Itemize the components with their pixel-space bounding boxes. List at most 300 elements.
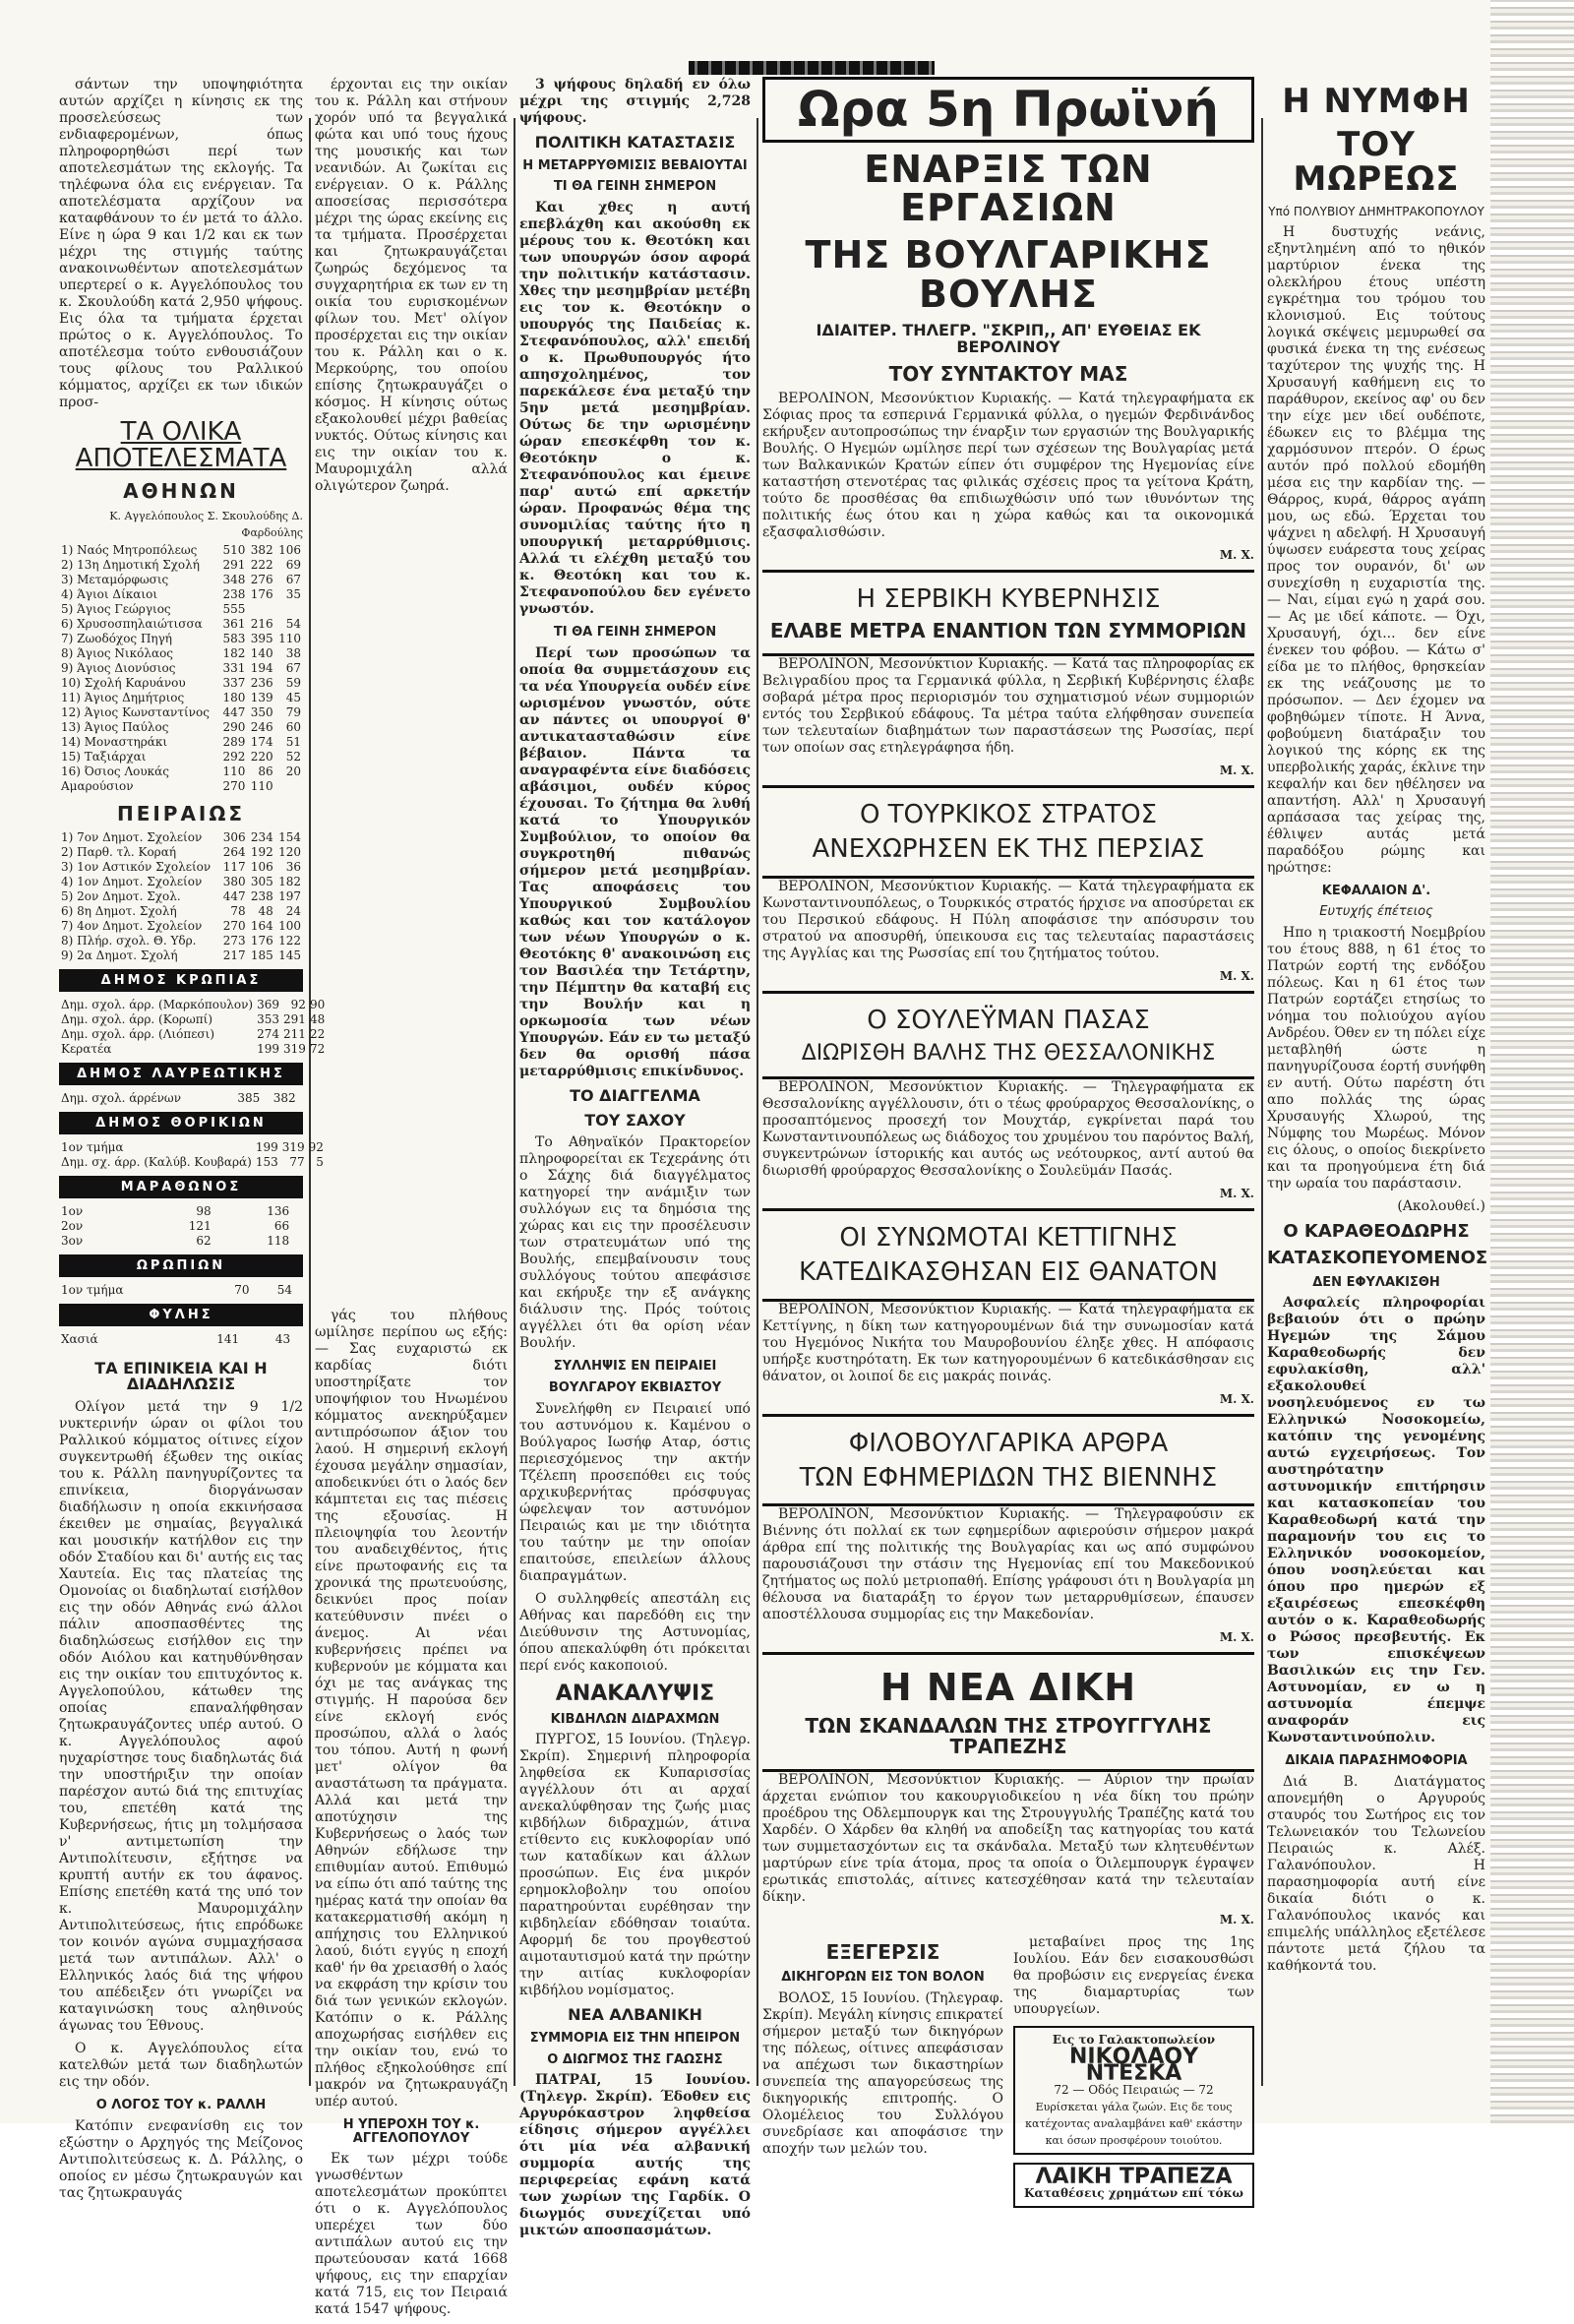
column-rule — [514, 118, 515, 2086]
table-row — [59, 617, 303, 632]
kast-title2: ΚΑΤΕΔΙΚΑΣΘΗΣΑΝ ΕΙΣ ΘΑΝΑΤΟΝ — [799, 1257, 1218, 1288]
table-cell-votes: 361 — [222, 616, 246, 631]
pol-title1: ΠΟΛΙΤΙΚΗ ΚΑΤΑΣΤΑΣΙΣ — [534, 133, 736, 152]
table-row — [59, 587, 303, 602]
athens-title: ΑΘΗΝΩΝ — [123, 478, 239, 503]
alb-title2: ΣΥΜΜΟΡΙΑ ΕΙΣ ΤΗΝ ΗΠΕΙΡΟΝ — [529, 2031, 741, 2047]
fyli-title: ΦΥΛΗΣ — [59, 1304, 303, 1326]
table-row — [59, 904, 303, 919]
table-cell-votes: 270 — [222, 918, 246, 933]
ad1-line3: Ευρίσκεται γάλα ζωών. Εις δε τους κατέχοντας αναλαμβάνει καθ' εκάστην και όσων προσφέρουν τοιούτου. — [1025, 2101, 1242, 2148]
table-row — [59, 875, 303, 889]
table-row — [59, 1332, 303, 1347]
fil-title1: ΦΙΛΟΒΟΥΛΓΑΡΙΚΑ ΑΡΘΡΑ — [848, 1428, 1169, 1458]
piraeus-table — [59, 830, 303, 963]
thor-title: ΔΗΜΟΣ ΘΟΡΙΚΙΩΝ — [59, 1112, 303, 1134]
table-cell-votes: 380 — [222, 874, 246, 888]
table-cell-votes: 153 — [255, 1154, 278, 1169]
table-row — [59, 750, 303, 764]
table-cell-place: 3ον — [61, 1233, 84, 1248]
table-cell-votes: 220 — [250, 749, 273, 764]
turk-title1: Ο ΤΟΥΡΚΙΚΟΣ ΣΤΡΑΤΟΣ — [859, 799, 1158, 829]
table-cell-votes: 331 — [222, 660, 246, 675]
turk-text: ΒΕΡΟΛΙΝΟΝ, Μεσονύκτιον Κυριακής. — Κατά τηλεγραφήματα εκ Κωνσταντινουπόλεως, ο Τουρκικός στρατός ήρχισε να αποσύρεται εκ του Περσικού εδάφους. Η Πύλη αποφάσισε την απόσυρσιν του στρατού να αποσυρθή, ύπεικουσα εις τας τελευταίας παραστάσεις της Αγγλίας και της Ρωσσίας επί του ζητήματος τούτου. — [762, 878, 1254, 961]
piraeus-title: ΠΕΙΡΑΙΩΣ — [116, 801, 246, 826]
table-row — [59, 845, 303, 860]
table-cell-votes: 139 — [250, 690, 273, 704]
ad2-name: ΛΑΙΚΗ ΤΡΑΠΕΖΑ — [1035, 2165, 1233, 2190]
table-row — [59, 1155, 326, 1170]
signature: Μ. Χ. — [1219, 547, 1254, 562]
table-cell-place: 2) Παρθ. τλ. Κοραή — [61, 844, 177, 859]
table-cell-votes: 238 — [250, 888, 273, 903]
table-cell-votes: 246 — [250, 719, 273, 734]
table-cell-votes: 121 — [188, 1218, 212, 1233]
sul-section — [762, 991, 1254, 1079]
table-cell-place: Δημ. σχολ. άρρ. (Λιόπεσι) — [61, 1026, 215, 1041]
table-cell-votes: 211 — [283, 1026, 306, 1041]
sul-title1: Ο ΣΟΥΛΕΫΜΑΝ ΠΑΣΑΣ — [867, 1005, 1150, 1035]
table-cell-votes: 120 — [278, 844, 301, 859]
table-cell-votes: 176 — [250, 933, 273, 948]
table-row — [59, 735, 303, 750]
ad1-line2: 72 — Οδός Πειραιώς — 72 — [1054, 2083, 1214, 2098]
epinikia-title: ΤΑ ΕΠΙΝΙΚΕΙΑ ΚΑΙ Η ΔΙΑΔΗΛΩΣΙΣ — [94, 1358, 268, 1394]
table-row — [59, 919, 303, 934]
pol-title2: Η ΜΕΤΑΡΡΥΘΜΙΣΙΣ ΒΕΒΑΙΟΥΤΑΙ — [522, 157, 748, 173]
table-cell-votes: 305 — [250, 874, 273, 888]
table-cell-votes: 98 — [196, 1203, 212, 1218]
table-row — [59, 1219, 303, 1234]
serv-text: ΒΕΡΟΛΙΝΟΝ, Μεσονύκτιον Κυριακής. — Κατά τας πληροφορίας εκ Βελιγραδίου προς τα Γερμανικά φύλλα, η Σερβική Κυβέρνησις έλαβε σοβαρά μέτρα προς περιορισμόν του σχηματισμού νέων συμμοριών εντός του Σερβικού εδάφους. Τα μέτρα ταύτα ελήφθησαν συνεπεία των τελευταίων διαβημάτων των παραστάσεων της Ρωσσίας, περί των οποίων σας ετηλεγράφησα ήδη. — [762, 655, 1254, 756]
table-cell-place: 8) Πλήρ. σχολ. Θ. Υδρ. — [61, 933, 197, 948]
oropos-title: ΩΡΩΠΙΩΝ — [59, 1254, 303, 1277]
table-row — [59, 646, 303, 661]
table-cell-votes: 555 — [222, 601, 246, 616]
table-cell-votes: 122 — [278, 933, 301, 948]
sul-text: ΒΕΡΟΛΙΝΟΝ, Μεσονύκτιον Κυριακής. — Τηλεγραφήματα εκ Θεσσαλονίκης αγγέλλουσιν, ότι ο τέως φρούραρχος Θεσσαλονίκης, ο προσαπτόμενος προσεχή τον Μουχτάρ, εγκρίνεται παρά του Κωνσταντινουπόλεως ως διάδοχος του χρυμένου του παρόντος Βαλή, συγκεντρώνων ίστορικής και αυτός ως νεότουρκος, αντί αυτού θα διωρισθή φρούραρχος Θεσσαλονίκης ο Σουλεϋμάν Πασάς. — [762, 1078, 1254, 1179]
table-cell-place: 9) 2α Δημοτ. Σχολή — [61, 948, 178, 962]
table-cell-votes: 174 — [250, 734, 273, 749]
table-cell-votes: 274 — [257, 1026, 280, 1041]
fil-title2: ΤΩΝ ΕΦΗΜΕΡΙΔΩΝ ΤΗΣ ΒΙΕΝΝΗΣ — [799, 1462, 1218, 1493]
column-4 — [762, 77, 1254, 2216]
table-row — [59, 764, 303, 779]
table-cell-votes: 369 — [257, 997, 280, 1011]
table-cell-place: 2) 13η Δημοτική Σχολή — [61, 557, 200, 572]
kast-section — [762, 1208, 1254, 1302]
table-cell-votes: 222 — [250, 557, 273, 572]
eks-section — [762, 1934, 1003, 2216]
serv-title2: ΕΛΑΒΕ ΜΕΤΡΑ ΕΝΑΝΤΙΟΝ ΤΩΝ ΣΥΜΜΟΡΙΩΝ — [769, 618, 1247, 642]
table-cell-place: 7) Ζωοδόχος Πηγή — [61, 631, 172, 645]
signature: Μ. Χ. — [1219, 1630, 1254, 1645]
pol-title3: ΤΙ ΘΑ ΓΕΙΝΗ ΣΗΜΕΡΟΝ — [553, 179, 717, 195]
dik2-title: ΔΙΚΑΙΑ ΠΑΡΑΣΗΜΟΦΟΡΙΑ — [1285, 1753, 1468, 1769]
table-cell-votes: 583 — [222, 631, 246, 645]
table-cell-votes: 66 — [273, 1218, 290, 1233]
table-cell-place: Δημ. σχολ. άρρ. (Μαρκόπουλον) — [61, 997, 254, 1011]
table-cell-votes: 217 — [222, 948, 246, 962]
ad-dairy — [1013, 2026, 1254, 2155]
table-cell-votes: 86 — [258, 764, 273, 778]
table-cell-votes: 447 — [222, 704, 246, 719]
table-cell-votes: 447 — [222, 888, 246, 903]
table-cell-votes: 180 — [222, 690, 246, 704]
table-cell-votes: 291 — [283, 1011, 306, 1026]
table-cell-votes — [294, 1283, 303, 1298]
table-cell-votes: 382 — [272, 1090, 296, 1105]
kar-title1: Ο ΚΑΡΑΘΕΟΔΩΡΗΣ — [1283, 1220, 1470, 1242]
table-cell-place: 6) 8η Δημοτ. Σχολή — [61, 903, 177, 918]
table-row — [59, 602, 303, 617]
table-cell-votes: 35 — [285, 586, 301, 601]
col3-top: 3 ψήφους δηλαδή εν όλω μέχρι της στιγμής 2,728 ψήφους. — [519, 77, 751, 126]
main-title4: ΤΟΥ ΣΥΝΤΑΚΤΟΥ ΜΑΣ — [888, 361, 1128, 386]
signature: Μ. Χ. — [1219, 1391, 1254, 1406]
signature: Μ. Χ. — [1219, 1186, 1254, 1200]
table-cell-place: 1ον τμήμα — [61, 1139, 124, 1154]
signature: Μ. Χ. — [1219, 763, 1254, 777]
table-cell-votes: 348 — [222, 572, 246, 586]
col2-epinikia-text: γάς του πλήθους ωμίλησε περίπου ως εξής: — Σας ευχαριστώ εκ καρδίας διότι υποστηρίξατε τον υποψήφιον του Ηνωμένου κόμματος ανεκηρύξαμεν αντιπρόσωπον άξιον του λαού. Η σημερινή εκλογή έχουσα μεγάλην σημασίαν, αποδεικνύει ότι ο λαός δεν κάμπτεται εις τας πιέσεις της εξουσίας. Η πλειοψηφία του λεοντήν του αναδειχθέντος, ήτις είνε πρωτοφανής εις τα χρονικά της πρωτευούσης, δεικνύει προς ποίαν κατεύθυνσιν πνέει ο άνεμος. Αι νέαι κυβερνήσεις πρέπει να κυβερνούν με κόμματα και όχι με τας ανάγκας της στιγμής. Η παρούσα δεν είνε εκλογή ενός προσώπου, αλλά ο λαός του τόπου. Αυτή η φωνή μετ' ολίγον θα αναστάτωση τα πράγματα. Αλλά και μετά την αποτύχησιν της Κυβερνήσεως ο λαός των Αθηνών εδήλωσε την επιθυμίαν αυτού. Επιθυμώ να είπω ότι από ταύτης της ημέρας κατά την οποίαν θα κατακερματισθή ακόμη η απήχησις του Ελληνικού λαού, διότι εγγύς η εποχή καθ' ήν θα χρειασθή ο λαός να εκφράση την κρίσιν του διά των γενικών εκλογών. Κατόπιν ο κ. Ράλλης αποχωρήσας εισήλθεν εις την οικίαν του, ενώ το πλήθος εξηκολούθησε επί μακρόν να ζητωκραυγάζη υπέρ αυτού. — [315, 1308, 508, 2110]
table-cell-votes: 289 — [222, 734, 246, 749]
table-row — [59, 1027, 327, 1042]
table-cell-votes: 100 — [278, 918, 301, 933]
dik2-text: Διά Β. Διατάγματος απονεμήθη ο Αργυρούς σταυρός του Σωτήρος εις τον Τελωνειακόν του Τελωνείου Πειραιώς κ. Αλέξ. Γαλανόπουλον. Η παρασημοφορία αυτή είνε δικαία διότι ο κ. Γαλανόπουλος ικανός και επιμελής υπάλληλος εξετέλεσε πάντοτε μετά ζήλου τα καθήκοντά του. — [1267, 1774, 1485, 1974]
bottom-row — [762, 1934, 1254, 2216]
alb-title1: ΝΕΑ ΑΛΒΑΝΙΚΗ — [568, 2005, 702, 2025]
table-cell-votes: 72 — [309, 1041, 326, 1056]
table-cell-votes — [275, 602, 303, 617]
table-cell-votes: 291 — [222, 557, 246, 572]
table-cell-votes: 92 — [290, 997, 306, 1011]
table-row — [59, 676, 303, 691]
signature: Μ. Χ. — [1219, 1913, 1254, 1927]
table-cell-votes: 319 — [281, 1139, 305, 1154]
table-cell-place: 11) Άγιος Δημήτριος — [61, 690, 185, 704]
table-cell-votes: 118 — [267, 1233, 290, 1248]
table-cell-place: 8) Άγιος Νικόλαος — [61, 645, 174, 660]
table-cell-votes: 79 — [285, 704, 301, 719]
table-cell-place: 1) Ναός Μητροπόλεως — [61, 542, 198, 557]
table-cell-votes: 385 — [237, 1090, 261, 1105]
angel-text: Εκ των μέχρι τούδε γνωσθέντων αποτελεσμάτων προκύπτει ότι ο κ. Αγγελόπουλος υπερέχει των δύο αντιπάλων αυτού εις την πρωτεύουσαν κατά 1668 ψήφους, εις την επαρχίαν κατά 715, εις τον Πειραιά κατά 1547 ψήφους. — [315, 2151, 508, 2318]
eks-text2: μεταβαίνει προς της 1ης Ιουλίου. Εάν δεν εισακουσθώσι θα προβώσιν εις ενεργείας ένεκα της διαμαρτυρίας των υπουργείων. — [1013, 1934, 1254, 2018]
table-cell-votes: 77 — [289, 1154, 305, 1169]
table-cell-place: 14) Μοναστηράκι — [61, 734, 168, 749]
table-row — [59, 779, 303, 794]
table-cell-votes: 106 — [250, 859, 273, 874]
table-cell-votes: 45 — [285, 690, 301, 704]
table-cell-place: 2ον — [61, 1218, 84, 1233]
pol-text: Και χθες η αυτή επεβλάχθη και ακούσθη εκ μέρους του κ. Θεοτόκη και των υπουργών όσον αφορά την πολιτικήν κατάστασιν. Χθες την μεσημβρίαν μετέβη εις τον κ. Θεοτόκην ο υπουργός της Παιδείας κ. Στεφανόπουλος, αλλ' επειδή ο κ. Πρωθυπουργός ήτο απησχολημένος, τον παρεκάλεσε ένα μεταξύ την 5ην μετά μεσημβρίαν. Ούτως δε την ωρισμένην ώραν επεσκέφθη τον κ. Θεοτόκην ο κ. Στεφανόπουλος και έμεινε παρ' αυτώ επί αρκετήν ώραν. Προφανώς θέμα της συνομιλίας ταύτης ήτο η υπουργική μεταρρύθμισις. Αλλά τι ελέχθη μεταξύ του κ. Θεοτόκη και του κ. Στεφανοπούλου δεν εγένετο γνωστόν. — [519, 200, 751, 618]
table-cell-votes: 90 — [309, 997, 326, 1011]
table-cell-votes: 117 — [222, 859, 246, 874]
table-cell-votes: 270 — [222, 778, 246, 793]
anak-text: ΠΥΡΓΟΣ, 15 Ιουνίου. (Τηλεγρ. Σκρίπ). Σημερινή πληροφορία ληφθείσα εκ Κυπαρισσίας αγγέλλουν ότι αι αρχαί ανεκαλύφθησαν της ζωής μιας κιβδήλων διδραχμών, άτινα ετίθεντο εις κυκλοφορίαν υπό των καταδίκων και άλλων προσώπων. Εις ένα μικρόν ερημοκλοβολην του οποίου παρατηρούνται ευρέθησαν την κιβδηλείαν εδόθησαν τοιαύτα. Αφορμή δε του προγθεστού αιμοταυτισμού κατά την πρώτην την αιτίας κυκλοφορίαν κιβδήλου νομίσματος. — [519, 1732, 751, 1999]
table-cell-votes: 54 — [276, 1282, 292, 1297]
table-cell-votes: 110 — [222, 764, 246, 778]
table-cell-place: 7) 4ον Δημοτ. Σχολείον — [61, 918, 203, 933]
table-cell-votes — [275, 779, 303, 794]
turk-section — [762, 785, 1254, 879]
sax-text: Το Αθηναϊκόν Πρακτορείον πληροφορείται εκ Τεχεράνης ότι ο Σάχης διά διαγγέλματος κατηγορεί την ανάμιξιν των συλλόγων εις τα δημόσια της χώρας και εις την προσέλευσιν των στρατευμάτων υπό της Βουλής, επεμβαίνουσιν τους συλλόγους τούτου απεφάσισε και εκήρυξε την εξ ανάγκης διάλυσιν της. Πρός τούτοις αγγέλλει ότι θα ορίση νέαν Βουλήν. — [519, 1134, 751, 1352]
main-title2: ΤΗΣ ΒΟΥΛΓΑΡΙΚΗΣ ΒΟΥΛΗΣ — [805, 233, 1212, 317]
table-cell-votes: 106 — [278, 542, 301, 557]
kef-title2: Ευτυχής έπέτειος — [1319, 904, 1433, 920]
table-cell-votes — [291, 1234, 303, 1249]
table-cell-place: Δημ. σχ. άρρ. (Καλύβ. Κουβαρά) — [61, 1154, 252, 1169]
table-cell-place: Αμαρούσιον — [61, 778, 134, 793]
column-2-spacer — [315, 501, 508, 1308]
table-row — [59, 691, 303, 705]
alb-title3: Ο ΔΙΩΓΜΟΣ ΤΗΣ ΓΑΩΣΗΣ — [547, 2051, 723, 2067]
table-row — [59, 889, 303, 904]
table-row — [59, 948, 303, 963]
alb-text: ΠΑΤΡΑΙ, 15 Ιουνίου. (Τηλεγρ. Σκρίπ). Έδοθεν εις Αργυρόκαστρον ληφθείσα είδησις σήμερον αγγέλλει ότι μία νέα αλβανική συμμορία αυτής της περιφερείας εφάνη κατά των χωρίων της Γαρδίκ. Ο διωγμός συνεχίζεται υπό μικτών αποσπασμάτων. — [519, 2072, 751, 2239]
column-3 — [519, 77, 751, 2245]
oropos-table — [59, 1283, 303, 1298]
kast-text: ΒΕΡΟΛΙΝΟΝ, Μεσονύκτιον Κυριακής. — Κατά τηλεγραφήματα εκ Κεττίγνης, η δίκη των κατηγορουμένων διά την συνωμοσίαν κατά του Ηγεμόνος Νικήτα του Μαυροβουνίου έληξε χθες. Η απόφασις υπήρξε κυστηρότατη. Εκ των κατηγορουμένων 6 κατεδικάσθησαν εις θάνατον, οι λοιποί δε εις μακράς ποινάς. — [762, 1301, 1254, 1384]
table-cell-votes: 319 — [283, 1041, 306, 1056]
table-cell-place: Χασιά — [61, 1331, 98, 1346]
results-title: ΤΑ ΟΛΙΚΑ ΑΠΟΤΕΛΕΣΜΑΤΑ — [75, 417, 287, 474]
table-cell-place: 1) 7ον Δημοτ. Σχολείον — [61, 829, 203, 844]
table-row — [59, 934, 303, 948]
table-cell-votes: 141 — [216, 1331, 240, 1346]
epinikia-text2: Ο κ. Αγγελόπουλος είτα κατελθών μετά των διαδηλωτών εις την οδόν. — [59, 2041, 303, 2091]
table-cell-place: 3) Μεταμόρφωσις — [61, 572, 169, 586]
table-cell-votes — [291, 1204, 303, 1219]
main-title3: ΙΔΙΑΙΤΕΡ. ΤΗΛΕΓΡ. "ΣΚΡΙΠ,, ΑΠ' ΕΥΘΕΙΑΣ ΕΚ ΒΕΡΟΛΙΝΟΥ — [816, 321, 1201, 356]
table-cell-votes: 78 — [230, 903, 246, 918]
table-cell-votes: 54 — [285, 616, 301, 631]
table-cell-place: 6) Χρυσοσπηλαιώτισσα — [61, 616, 203, 631]
table-cell-votes: 5 — [316, 1154, 324, 1169]
table-cell-votes: 62 — [196, 1233, 212, 1248]
table-cell-votes: 59 — [285, 675, 301, 690]
lavr-table — [59, 1091, 303, 1106]
table-cell-place: 1ον — [61, 1203, 84, 1218]
marathon-title: ΜΑΡΑΘΩΝΟΣ — [59, 1176, 303, 1198]
ad2-line: Καταθέσεις χρημάτων επί τόκω — [1024, 2186, 1243, 2201]
table-cell-votes: 22 — [309, 1026, 326, 1041]
ti-title: ΤΙ ΘΑ ΓΕΙΝΗ ΣΗΜΕΡΟΝ — [553, 625, 717, 641]
kef-text: Ηπο η τριακοστή Νοεμβρίου του έτους 888, η 61 έτος το Πατρών εορτή της ενδόξου πόλεως. Και η 61 έτος των Πατρών εορτάζει ετησίως το νόημα του πολιούχου αγίου Ανδρέου. Όθεν εν τη πόλει είχε μεταβληθή ώστε η πανηγυρίζουσα έορτή συνήφθη εν αυτή. Ούτω παρέστη ότι απο πολλάς της ώρας Χρυσαυγής Χλωρού, της Νύμφης του Μωρέως. Μόνον εις όλους, ο οποίος διεκρίνετο και τα προηγούμενα έτη διά την ωραία του παράστασιν. — [1267, 924, 1485, 1192]
nymfi-author: Υπό ΠΟΛΥΒΙΟΥ ΔΗΜΗΤΡΑΚΟΠΟΥΛΟΥ — [1268, 205, 1484, 219]
table-cell-votes: 199 — [255, 1139, 278, 1154]
table-cell-votes: 350 — [250, 704, 273, 719]
table-cell-votes: 197 — [278, 888, 301, 903]
table-cell-votes: 216 — [250, 616, 273, 631]
table-cell-votes: 36 — [285, 859, 301, 874]
dogos-title: Ο ΛΟΓΟΣ ΤΟΥ κ. ΡΑΛΛΗ — [95, 2098, 267, 2113]
page-edge-scan — [1490, 0, 1574, 2123]
table-cell-place: 5) Άγιος Γεώργιος — [61, 601, 171, 616]
table-cell-votes: 69 — [285, 557, 301, 572]
table-cell-votes: 67 — [285, 572, 301, 586]
table-cell-votes: 67 — [285, 660, 301, 675]
dik-title2: ΤΩΝ ΣΚΑΝΔΑΛΩΝ ΤΗΣ ΣΤΡΟΥΓΓΥΛΗΣ ΤΡΑΠΕΖΗΣ — [805, 1714, 1212, 1759]
table-cell-votes — [298, 1091, 303, 1106]
angel-title: Η ΥΠΕΡΟΧΗ ΤΟΥ κ. ΑΓΓΕΛΟΠΟΥΛΟΥ — [342, 2117, 480, 2146]
table-cell-votes: 353 — [257, 1011, 280, 1026]
table-row — [59, 1283, 303, 1298]
table-cell-votes: 110 — [250, 778, 273, 793]
main-title1: ΕΝΑΡΞΙΣ ΤΩΝ ΕΡΓΑΣΙΩΝ — [864, 147, 1153, 230]
fyli-table — [59, 1332, 303, 1347]
table-cell-votes: 164 — [250, 918, 273, 933]
table-cell-place: 15) Ταξιάρχαι — [61, 749, 147, 764]
table-cell-votes: 154 — [278, 829, 301, 844]
table-cell-place: 5) 2ον Δημοτ. Σχολ. — [61, 888, 181, 903]
table-row — [59, 830, 303, 845]
syll-text: Συνελήφθη εν Πειραιεί υπό του αστυνόμου κ. Καμένου ο Βούλγαρος Ιωσήφ Αταρ, όστις περιεσχόμενος την ακτήν Τζέλεπη προσεπόθει εις τούς αρχικυβερνήτας πρόσφυγας ώφελεψαν τον αστυνόμον Πειραιώς και με την ιδιότητα του ταύτην με την οποίαν επαιτούσε, επειλείων άλλους διαπραγμάτων. — [519, 1400, 751, 1584]
table-cell-votes: 182 — [278, 874, 301, 888]
table-cell-votes: 510 — [222, 542, 246, 557]
ti-text: Περί των προσώπων τα οποία θα συμμετάσχουν εις τα νέα Υπουργεία ουδέν είνε ωρισμένον γνωστόν, ούτε αν πάντες οι υπουργοί θ' αντικατασταθώσιν είνε βέβαιον. Πάντα τα αναγραφέντα είνε διαδόσεις αβάσιμοι, ουδέν κύρος έχουσαι. Το ζήτημα θα λυθή κατά το Υπουργικόν Συμβούλιον, το οποίον θα συγκροτηθή πιθανώς σήμερον μετά μεσημβρίαν. Τας αποφάσεις του Υπουργικού Συμβουλίου καθώς και τον κατάλογον των νέων Υπουργών ο κ. Θεοτόκης θ' ανακοινώση εις τον Βασιλέα την Τετάρτην, την Πέμπτην θα καταβή εις την Βουλήν και η ορκωμοσία των νέων Υπουργών. Εάν εν τω μεταξύ δεν θα ορισθή πάσα μεταρρύθμισις επικίνδυνος. — [519, 644, 751, 1079]
eks-title2: ΔΙΚΗΓΟΡΩΝ ΕΙΣ ΤΟΝ ΒΟΛΟΝ — [781, 1970, 985, 1986]
nymfi-title1: Η ΝΥΜΦΗ — [1282, 82, 1471, 121]
marathon-table — [59, 1204, 303, 1249]
eks-text: ΒΟΛΟΣ, 15 Ιουνίου. (Τηλεγραφ. Σκρίπ). Μεγάλη κίνησις επικρατεί σήμερον μεταξύ των δικηγόρων της πόλεως, οίτινες απεφάσισαν να απέχωσι των δικαστηρίων συνεπεία της απαγορεύσεως της δικηγορικής επιτροπής. Ο Ολομέλειος του Συλλόγου συνεδρίασε και αποφάσισε την αποχήν των μελών του. — [762, 1989, 1003, 2157]
table-row — [59, 1012, 327, 1027]
table-cell-votes: 110 — [278, 631, 301, 645]
ad-bank — [1013, 2163, 1254, 2208]
table-row — [59, 558, 303, 573]
table-cell-votes: 234 — [250, 829, 273, 844]
table-cell-votes: 192 — [250, 844, 273, 859]
syll-title1: ΣΥΛΛΗΨΙΣ ΕΝ ΠΕΙΡΑΙΕΙ — [553, 1359, 717, 1375]
lavr-title: ΔΗΜΟΣ ΛΑΥΡΕΩΤΙΚΗΣ — [59, 1063, 303, 1085]
table-row — [59, 705, 303, 720]
column-rule — [309, 118, 311, 2086]
dik-section — [762, 1652, 1254, 1772]
table-cell-votes: 70 — [234, 1282, 250, 1297]
table-cell-votes: 43 — [274, 1331, 291, 1346]
kar-title2: ΚΑΤΑΣΚΟΠΕΥΟΜΕΝΟΣ — [1267, 1247, 1488, 1268]
kropia-table — [59, 998, 327, 1057]
ad1-name: ΝΙΚΟΛΑΟΥ ΝΤΕΣΚΑ — [1068, 2045, 1199, 2087]
anak-title1: ΑΝΑΚΑΛΥΨΙΣ — [555, 1681, 715, 1706]
table-cell-place: 13) Άγιος Παύλος — [61, 719, 169, 734]
table-cell-place: Δημ. σχολ. άρρένων — [61, 1090, 182, 1105]
ad1-line1: Εις το Γαλακτοπωλείον — [1052, 2033, 1216, 2048]
nymfi-text: Η δυστυχής νεάνις, εξηντλημένη από το ηθικόν μαρτύριον ένεκα της ολεκλήρου έτους υπέστη εγκρέτημα του τρόμου του κλονισμού. Εις τούτους λογικά σκέψεις μεμυρωθεί σα φυσικά ένεκα τη της ενέσεως ταχύτερον της ψυχής της. Η Χρυσαυγή καθήμενη εις το παράθυρον, εκείνος αφ' ου δεν την είχε μεν ιδεί ουδέποτε, έδωκεν εις το βλέμμα της χαρμόσυνον πτερόν. Ο έρως αυτόν πρό πολλού εδομήθη μέσα εις την καρδίαν της. — Θάρρος, κυρά, θάρρος αγάπη μου, ως εδώ. Έρχεται του ψάχνει η αδελφή. Η Χρυσαυγή ύψωσεν ευάρεστα τους χείρας προς τον ουρανόν, δι' ων συνεχίσθη η ευχαριστία της. — Ναι, είμαι εγώ η χαρά σου. — Ας με ιδεί κάποτε. — Όχι, Χρυσαυγή, όχι... δεν είνε ένεκεν του φόβου. — Κάτω σ' είδα με το πλήθος, θρησκείαν εκ της νεάζουσης με το πρόσωπον. — Δεν έχομεν να φοβηθώμεν τίποτε. Η Άννα, φοβούμενη διατάραξιν του λογικού της κόρης εκ της υπερβολικής χαράς, έκλινε την κεφαλήν και δεν ηθέλησεν να απαντήση. Αλλ' η Χρυσαυγή αρπάσασα τας χείρας της, έθλιψεν αυτάς μετά παραδόξου ρώμης και ηρώτησε: — [1267, 223, 1485, 876]
column-1 — [59, 77, 326, 2208]
table-cell-votes: 140 — [250, 645, 273, 660]
syll-text2: Ο συλληφθείς απεστάλη εις Αθήνας και παρεδόθη εις την Διεύθυνσιν της Αστυνομίας, όπου απεκαλύφθη ότι πρόκειται περί ενός κακοποιού. — [519, 1590, 751, 1674]
table-row — [59, 998, 327, 1012]
table-cell-votes: 48 — [258, 903, 273, 918]
serv-section — [762, 570, 1254, 656]
table-cell-votes: 136 — [267, 1203, 290, 1218]
table-cell-votes: 337 — [222, 675, 246, 690]
kar-text: Ασφαλείς πληροφορίαι βεβαιούν ότι ο πρώην Ηγεμών της Σάμου Καραθεοδωρής δεν εφυλακίσθη, αλλ' εξακολουθεί νοσηλευόμενος εν τω Ελληνικώ Νοσοκομείω, κατόπιν της γενομένης αυτώ εγχειρήσεως. Τον αυστηρότατην αστυνομικήν επιτήρησιν και κατασκοπείαν του Καραθεοδωρή κατά την παραμονήν του εις το Ελληνικόν νοσοκομείον, όπου νοσηλεύεται και όπου προ ημερών εξ εξαιρέσεως επεσκέφθη αυτόν ο κ. Καραθεοδωρής ο Ρώσος πρεσβευτής. Εκ των επισκέψεων Βασιλικών εις την Γεν. Αστυνομίαν, εν ω η αστυνομία έπεμψε αναφοράν εις Κωνσταντινούπολιν. — [1267, 1295, 1485, 1746]
column-5 — [1267, 77, 1488, 1981]
thor-table — [59, 1140, 326, 1170]
table-cell-votes: 182 — [222, 645, 246, 660]
kropia-title: ΔΗΜΟΣ ΚΡΩΠΙΑΣ — [59, 969, 303, 992]
nymfi-title2: ΤΟΥ ΜΩΡΕΩΣ — [1293, 124, 1460, 200]
table-cell-votes: 20 — [285, 764, 301, 778]
fil-section — [762, 1414, 1254, 1507]
table-cell-votes: 92 — [308, 1139, 324, 1154]
table-cell-votes: 395 — [250, 631, 273, 645]
signature: Μ. Χ. — [1219, 968, 1254, 983]
table-row — [59, 661, 303, 676]
table-cell-votes: 273 — [222, 933, 246, 948]
table-row — [59, 1042, 327, 1057]
table-cell-votes: 292 — [222, 749, 246, 764]
eks-title1: ΕΞΕΓΕΡΣΙΣ — [825, 1940, 940, 1965]
table-row — [59, 720, 303, 735]
table-cell-place: Κερατέα — [61, 1041, 112, 1056]
table-cell-votes — [291, 1219, 303, 1234]
table-cell-votes — [292, 1332, 303, 1347]
table-cell-votes: 194 — [250, 660, 273, 675]
table-cell-votes: 176 — [250, 586, 273, 601]
fil-text: ΒΕΡΟΛΙΝΟΝ, Μεσονύκτιον Κυριακής. — Τηλεγραφούσιν εκ Βιέννης ότι πολλαί εκ των εφημερίδων αφιερούσιν σήμερον μακρά άρθρα επί της πολιτικής της Βουλγαρίας και ως από συμφώνου παρουσιάζουσι την στάσιν της Ηγεμονίας επί του Μακεδονικού ζητήματος ως πολύ μετριοπαθή. Επίσης γράφουσι ότι η Βουλγαρία μη θέλουσα να διαταράξη το έργον των μεταρρυθμίσεων, έπαυσεν αποστέλλουσα συμμορίας εις την Μακεδονίαν. — [762, 1506, 1254, 1623]
table-cell-votes: 264 — [222, 844, 246, 859]
table-cell-votes: 38 — [285, 645, 301, 660]
kar-title3: ΔΕΝ ΕΦΥΛΑΚΙΣΘΗ — [1312, 1274, 1440, 1290]
column-rule — [757, 118, 758, 2086]
table-cell-place: 9) Άγιος Διονύσιος — [61, 660, 176, 675]
syll-title2: ΒΟΥΛΓΑΡΟΥ ΕΚΒΙΑΣΤΟΥ — [548, 1379, 722, 1395]
table-cell-place: 4) 1ον Δημοτ. Σχολείον — [61, 874, 203, 888]
table-row — [59, 1140, 326, 1155]
table-cell-place: 3) 1ον Αστικόν Σχολείον — [61, 859, 212, 874]
kef-title1: ΚΕΦΑΛΑΙΟΝ Δ'. — [1321, 883, 1431, 898]
dik-text: ΒΕΡΟΛΙΝΟΝ, Μεσονύκτιον Κυριακής. — Αύριον την πρωίαν άρχεται ενώπιον του κακουργιοδικείου η νέα δίκη του πρώην προέδρου της Οδλεμπουργκ και της Στρουγγυλής Τραπέζης κατά του Χαρδέν. Ο Χάρδεν θα κληθή να αποδείξη τας κατηγορίας του κατά των συμμετασχόντων εις τα σκάνδαλα. Μεταξύ των κλητευθέντων μαρτύρων είνε τρία άτομα, προς τα οποία ο Όιλεμπουργκ έγραψεν ερωτικάς επιστολάς, αίτινες κατεσχέθησαν κατά την τελευταίαν δίκην. — [762, 1772, 1254, 1906]
serv-title1: Η ΣΕΡΒΙΚΗ ΚΥΒΕΡΝΗΣΙΣ — [856, 583, 1161, 614]
table-row — [59, 1234, 303, 1249]
table-cell-votes: 238 — [222, 586, 246, 601]
epinikia-text: Ολίγον μετά την 9 1/2 νυκτερινήν ώραν οι φίλοι του Ραλλικού κόμματος οίτινες είχον συγκεντρωθή έξωθεν της οικίας του κ. Ράλλη πανηγυρίζοντες τα επινίκεια, διοργάνωσαν διαδήλωσιν η οποία εκκινήσασα έκειθεν με σημαίας, βεγγαλικά και μουσικήν κατήλθον εις την οδόν Σταδίου και δι' αυτής εις τας Χαυτεία. Εις τας πλατείας της Ομονοίας οι διαδηλωταί εισήλθον εις την οδόν Αθηνάς ενώ άλλοι πάλιν αποσπασθέντες της διαδηλώσεως εισήλθον εις την οδόν Αιόλου και κατηυθύνθησαν εις την οικίαν του επιτυχόντος κ. Αγγελοπούλου, κάτωθεν της οποίας επαναλήφθησαν ζητωκραυγάζοντες υπέρ αυτού. Ο κ. Αγγελόπουλος αφού ηυχαρίστησε τους διαδηλωτάς διά την υποστήριξιν την οποίαν παρέσχον αυτώ διά της επιτυχίας του, επετέθη κατά της Κυβερνήσεως, ήτις μη τολμήσασα ν' αντιμετωπίση την Αντιπολίτευσιν, εξήτησε να κρυπτή αυτήν εκ του άφανος. Επίσης επετέθη κατά της υπό τον κ. Μαυρομιχάλην Αντιπολιτεύσεως, ήτις επρόδωκε τον κοινόν αγώνα συμμαχήσασα μετά των αντιπάλων. Αλλ' ο Ελληνικός λαός διά της ψήφου του απέδειξεν ότι γνωρίζει να καταγινώσκη τους αληθινούς άγωνας του Έθνους. — [59, 1399, 303, 2035]
table-row — [59, 573, 303, 587]
table-row — [59, 860, 303, 875]
table-cell-votes: 24 — [285, 903, 301, 918]
sax-title1: ΤΟ ΔΙΑΓΓΕΛΜΑ — [570, 1085, 700, 1105]
table-cell-votes: 199 — [257, 1041, 280, 1056]
anak-title2: ΚΙΒΔΗΛΩΝ ΔΙΔΡΑΧΜΩΝ — [550, 1711, 720, 1727]
turk-title2: ΑΝΕΧΩΡΗΣΕΝ ΕΚ ΤΗΣ ΠΕΡΣΙΑΣ — [812, 834, 1205, 865]
results-col-header: Κ. Αγγελόπουλος Σ. Σκουλούδης Δ. Φαρδούλης — [109, 509, 303, 539]
sul-title2: ΔΙΩΡΙΣΘΗ ΒΑΛΗΣ ΤΗΣ ΘΕΣΣΑΛΟΝΙΚΗΣ — [801, 1040, 1216, 1066]
dogos-text: Κατόπιν ενεφανίσθη εις τον εξώστην ο Αρχηγός της Μείζονος Αντιπολιτεύσεως κ. Δ. Ράλλης, ο οποίος εν μέσω ζητωκραυγών και τας ζητωκραυγάς — [59, 2117, 303, 2201]
table-cell-votes: 52 — [285, 749, 301, 764]
dik-title1: Η ΝΕΑ ΔΙΚΗ — [879, 1666, 1137, 1710]
banner: Ωρα 5η Πρωϊνή — [762, 77, 1254, 143]
table-cell-place: 12) Άγιος Κωνσταντίνος — [61, 704, 210, 719]
table-cell-votes: 236 — [250, 675, 273, 690]
table-cell-votes: 290 — [222, 719, 246, 734]
table-cell-place: 16) Όσιος Λουκάς — [61, 764, 169, 778]
table-cell-votes: 276 — [250, 572, 273, 586]
table-cell-place: Δημ. σχολ. άρρ. (Κορωπί) — [61, 1011, 213, 1026]
table-cell-votes — [247, 602, 274, 617]
table-row — [59, 632, 303, 646]
table-cell-votes: 306 — [222, 829, 246, 844]
kast-title1: ΟΙ ΣΥΝΩΜΟΤΑΙ ΚΕΤΤΙΓΝΗΣ — [839, 1222, 1178, 1253]
table-cell-place: 1ον τμήμα — [61, 1282, 124, 1297]
table-row — [59, 1204, 303, 1219]
kef-text2: (Ακολουθεί.) — [1397, 1197, 1485, 1214]
main-text: ΒΕΡΟΛΙΝΟΝ, Μεσονύκτιον Κυριακής. — Κατά τηλεγραφήματα εκ Σόφιας προς τα εσπερινά Γερμανικά φύλλα, ο ηγεμών Φερδινάνδος εκήρυξεν αυτοπροσώπως την έναρξιν των εργασιών της Βουλγαρικής Βουλής. Ο Ηγεμών ωμίλησε περί των σχέσεων της Βουλγαρίας μετά των Βαλκανικών Κρατών είπεν ότι συμφέρον της Ηγεμονίας είνε καταστήση στενοτέρας τας φιλικάς σχέσεις προς τα γείτονα Κράτη, τούτο δε προσθέσας θα επιδιωχθώσιν υπό των ιθυνόντων της πολιτικής έως ότου και η χώρα καθώς και τα οικονομικά εξασφαλισθώσιν. — [762, 390, 1254, 540]
table-cell-place: 10) Σχολή Καρυάνου — [61, 675, 186, 690]
